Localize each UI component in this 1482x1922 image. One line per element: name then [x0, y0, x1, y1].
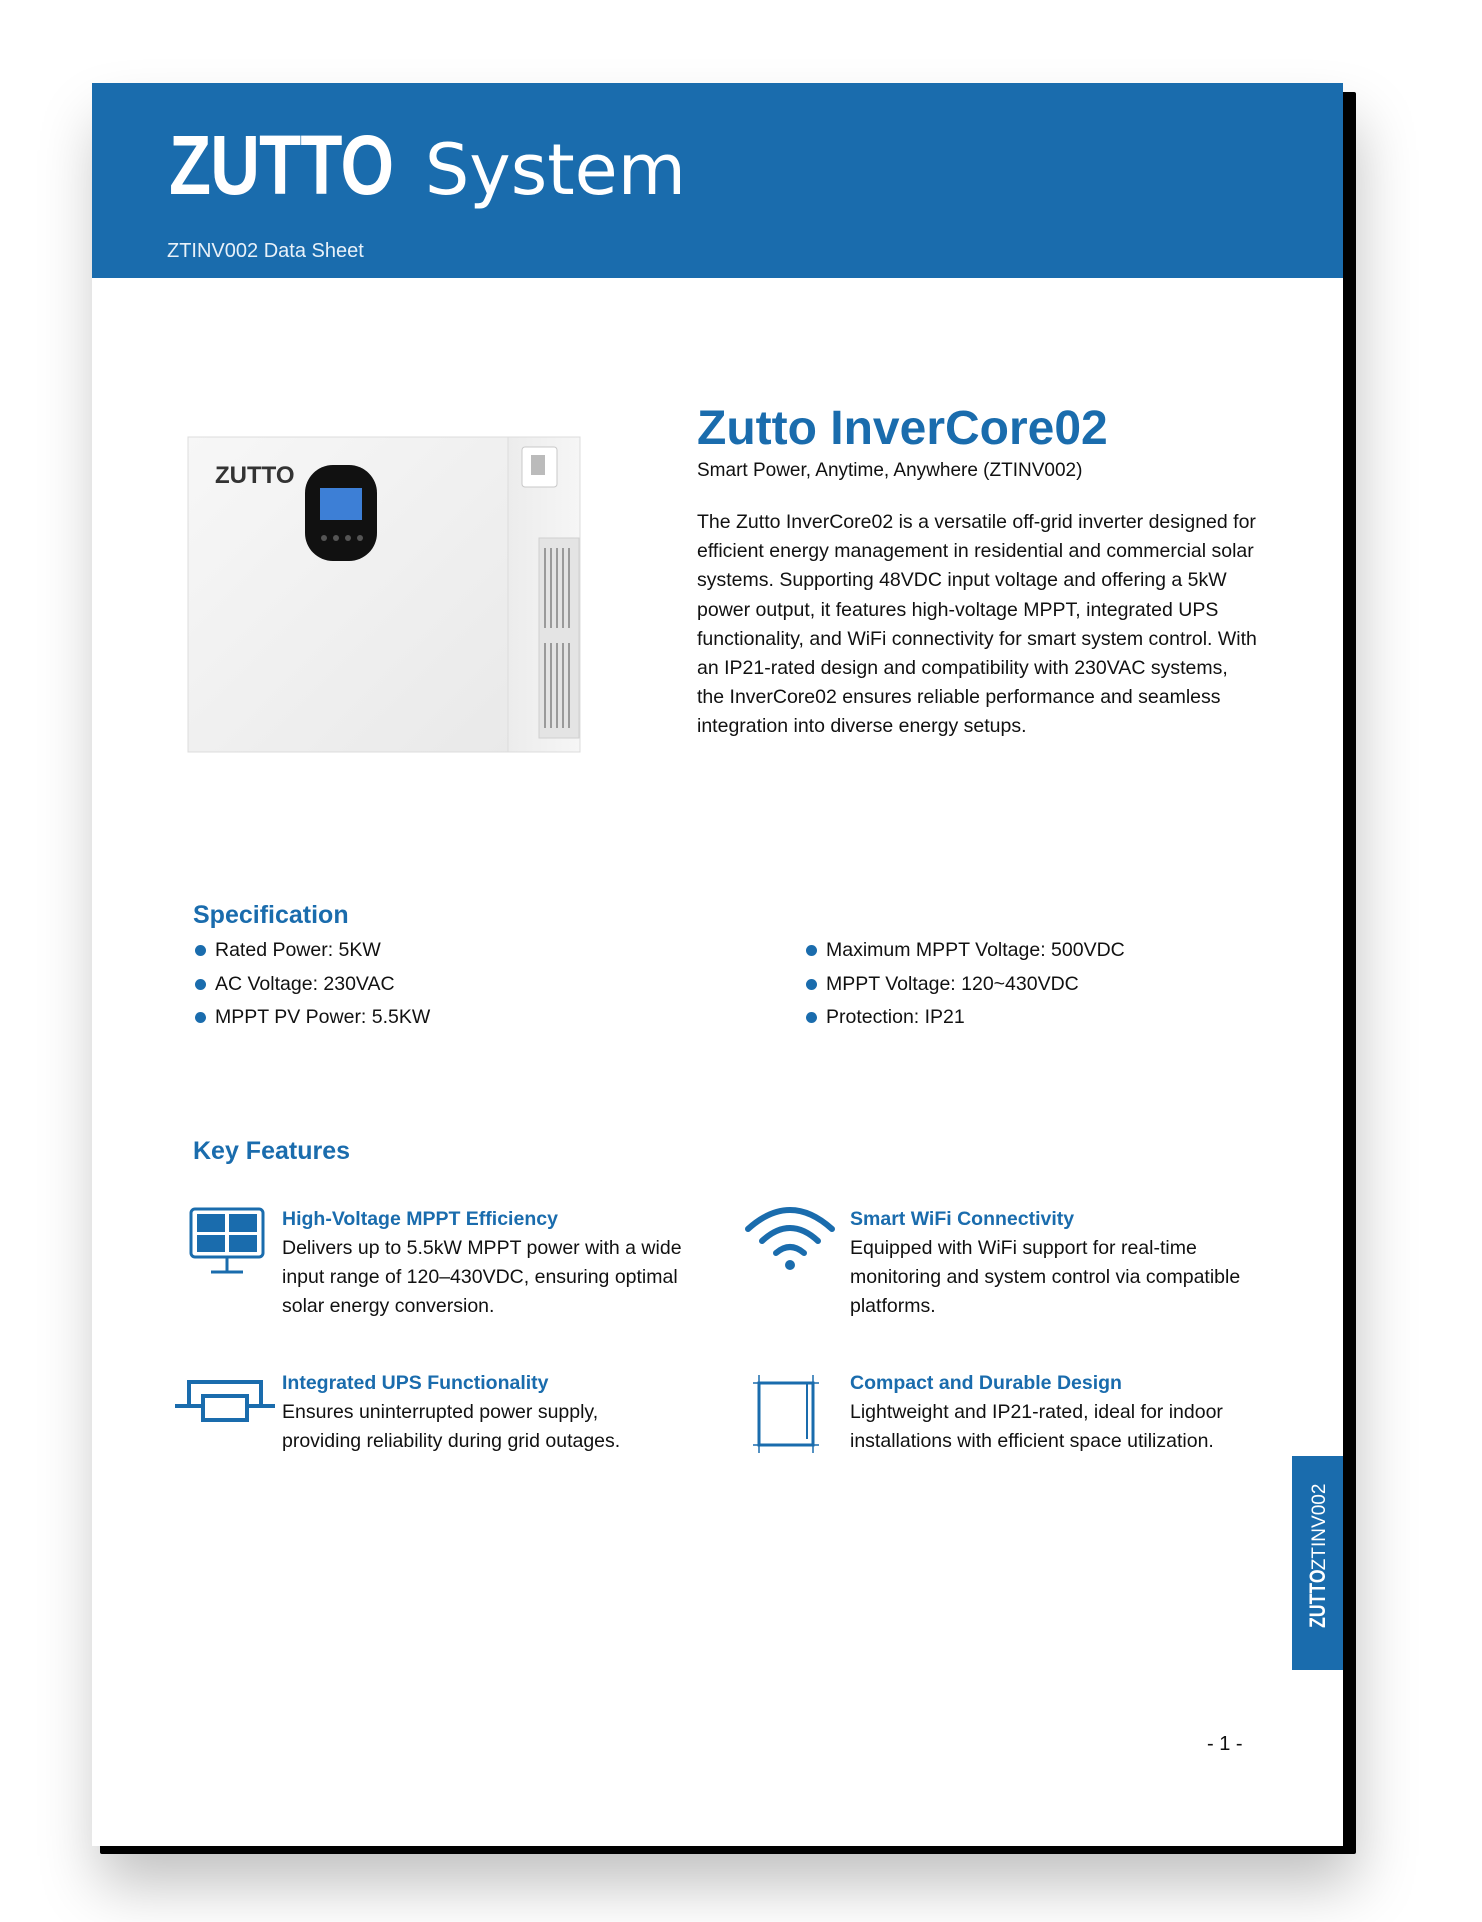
spec-item: Rated Power: 5KW: [195, 934, 430, 968]
brand-name: ZUTTO: [169, 118, 394, 212]
feature-title: Smart WiFi Connectivity: [850, 1208, 1075, 1230]
device-logo: ZUTTO: [215, 462, 295, 489]
brand-suffix: System: [424, 129, 686, 211]
product-description: The Zutto InverCore02 is a versatile off-grid inverter designed for efficient energy management in residential and commercial solar systems. Supporting 48VDC input voltage and offering a 5kW power output, it features high-voltage MPPT, integrated UPS functionality, and WiFi connectivity for smart system control. With an IP21-rated design and compatibility with 230VAC systems, the InverCore02 ensures reliable performance and seamless integration into diverse energy setups.: [697, 511, 1257, 738]
brand-logo: [169, 118, 686, 212]
spec-list-left: [195, 934, 430, 1035]
side-tab-code: ZTINV002: [1308, 1483, 1330, 1571]
spec-item: AC Voltage: 230VAC: [195, 968, 430, 1002]
feature-title: High-Voltage MPPT Efficiency: [282, 1208, 558, 1230]
product-image: [187, 433, 582, 758]
side-tab-brand: ZUTTO: [1304, 1569, 1330, 1628]
ups-icon: [175, 1376, 275, 1432]
spec-item: MPPT Voltage: 120~430VDC: [806, 968, 1125, 1002]
spec-item: Maximum MPPT Voltage: 500VDC: [806, 934, 1125, 968]
feature-text: Delivers up to 5.5kW MPPT power with a wide input range of 120–430VDC, ensuring optimal solar energy conversion.: [282, 1237, 682, 1318]
spec-item: Protection: IP21: [806, 1001, 1125, 1035]
feature-text: Ensures uninterrupted power supply, providing reliability during grid outages.: [282, 1401, 621, 1453]
wifi-icon: [742, 1201, 838, 1273]
bullet-icon: [195, 979, 206, 990]
compact-design-icon: [747, 1373, 827, 1453]
feature-title: Integrated UPS Functionality: [282, 1372, 549, 1394]
page-number: - 1 -: [1207, 1733, 1243, 1755]
bullet-icon: [806, 945, 817, 956]
datasheet-subtitle: ZTINV002 Data Sheet: [167, 240, 364, 262]
specification-heading: Specification: [193, 901, 349, 929]
feature-title: Compact and Durable Design: [850, 1372, 1122, 1394]
spec-item: MPPT PV Power: 5.5KW: [195, 1001, 430, 1035]
feature-text: Equipped with WiFi support for real-time monitoring and system control via compatible platforms.: [850, 1237, 1241, 1318]
spec-list-right: [806, 934, 1125, 1035]
side-tab-label: [1304, 1483, 1330, 1643]
bullet-icon: [806, 979, 817, 990]
key-features-heading: Key Features: [193, 1137, 351, 1165]
solar-panel-icon: [187, 1207, 267, 1279]
header-banner: [92, 83, 1343, 278]
bullet-icon: [195, 945, 206, 956]
product-title: Zutto InverCore02: [697, 402, 1108, 455]
side-tab: [1292, 1456, 1343, 1670]
datasheet-page: [92, 83, 1343, 1846]
bullet-icon: [806, 1012, 817, 1023]
product-tagline: Smart Power, Anytime, Anywhere (ZTINV002): [697, 460, 1083, 481]
bullet-icon: [195, 1012, 206, 1023]
feature-text: Lightweight and IP21-rated, ideal for indoor installations with efficient space utilization.: [850, 1401, 1223, 1453]
